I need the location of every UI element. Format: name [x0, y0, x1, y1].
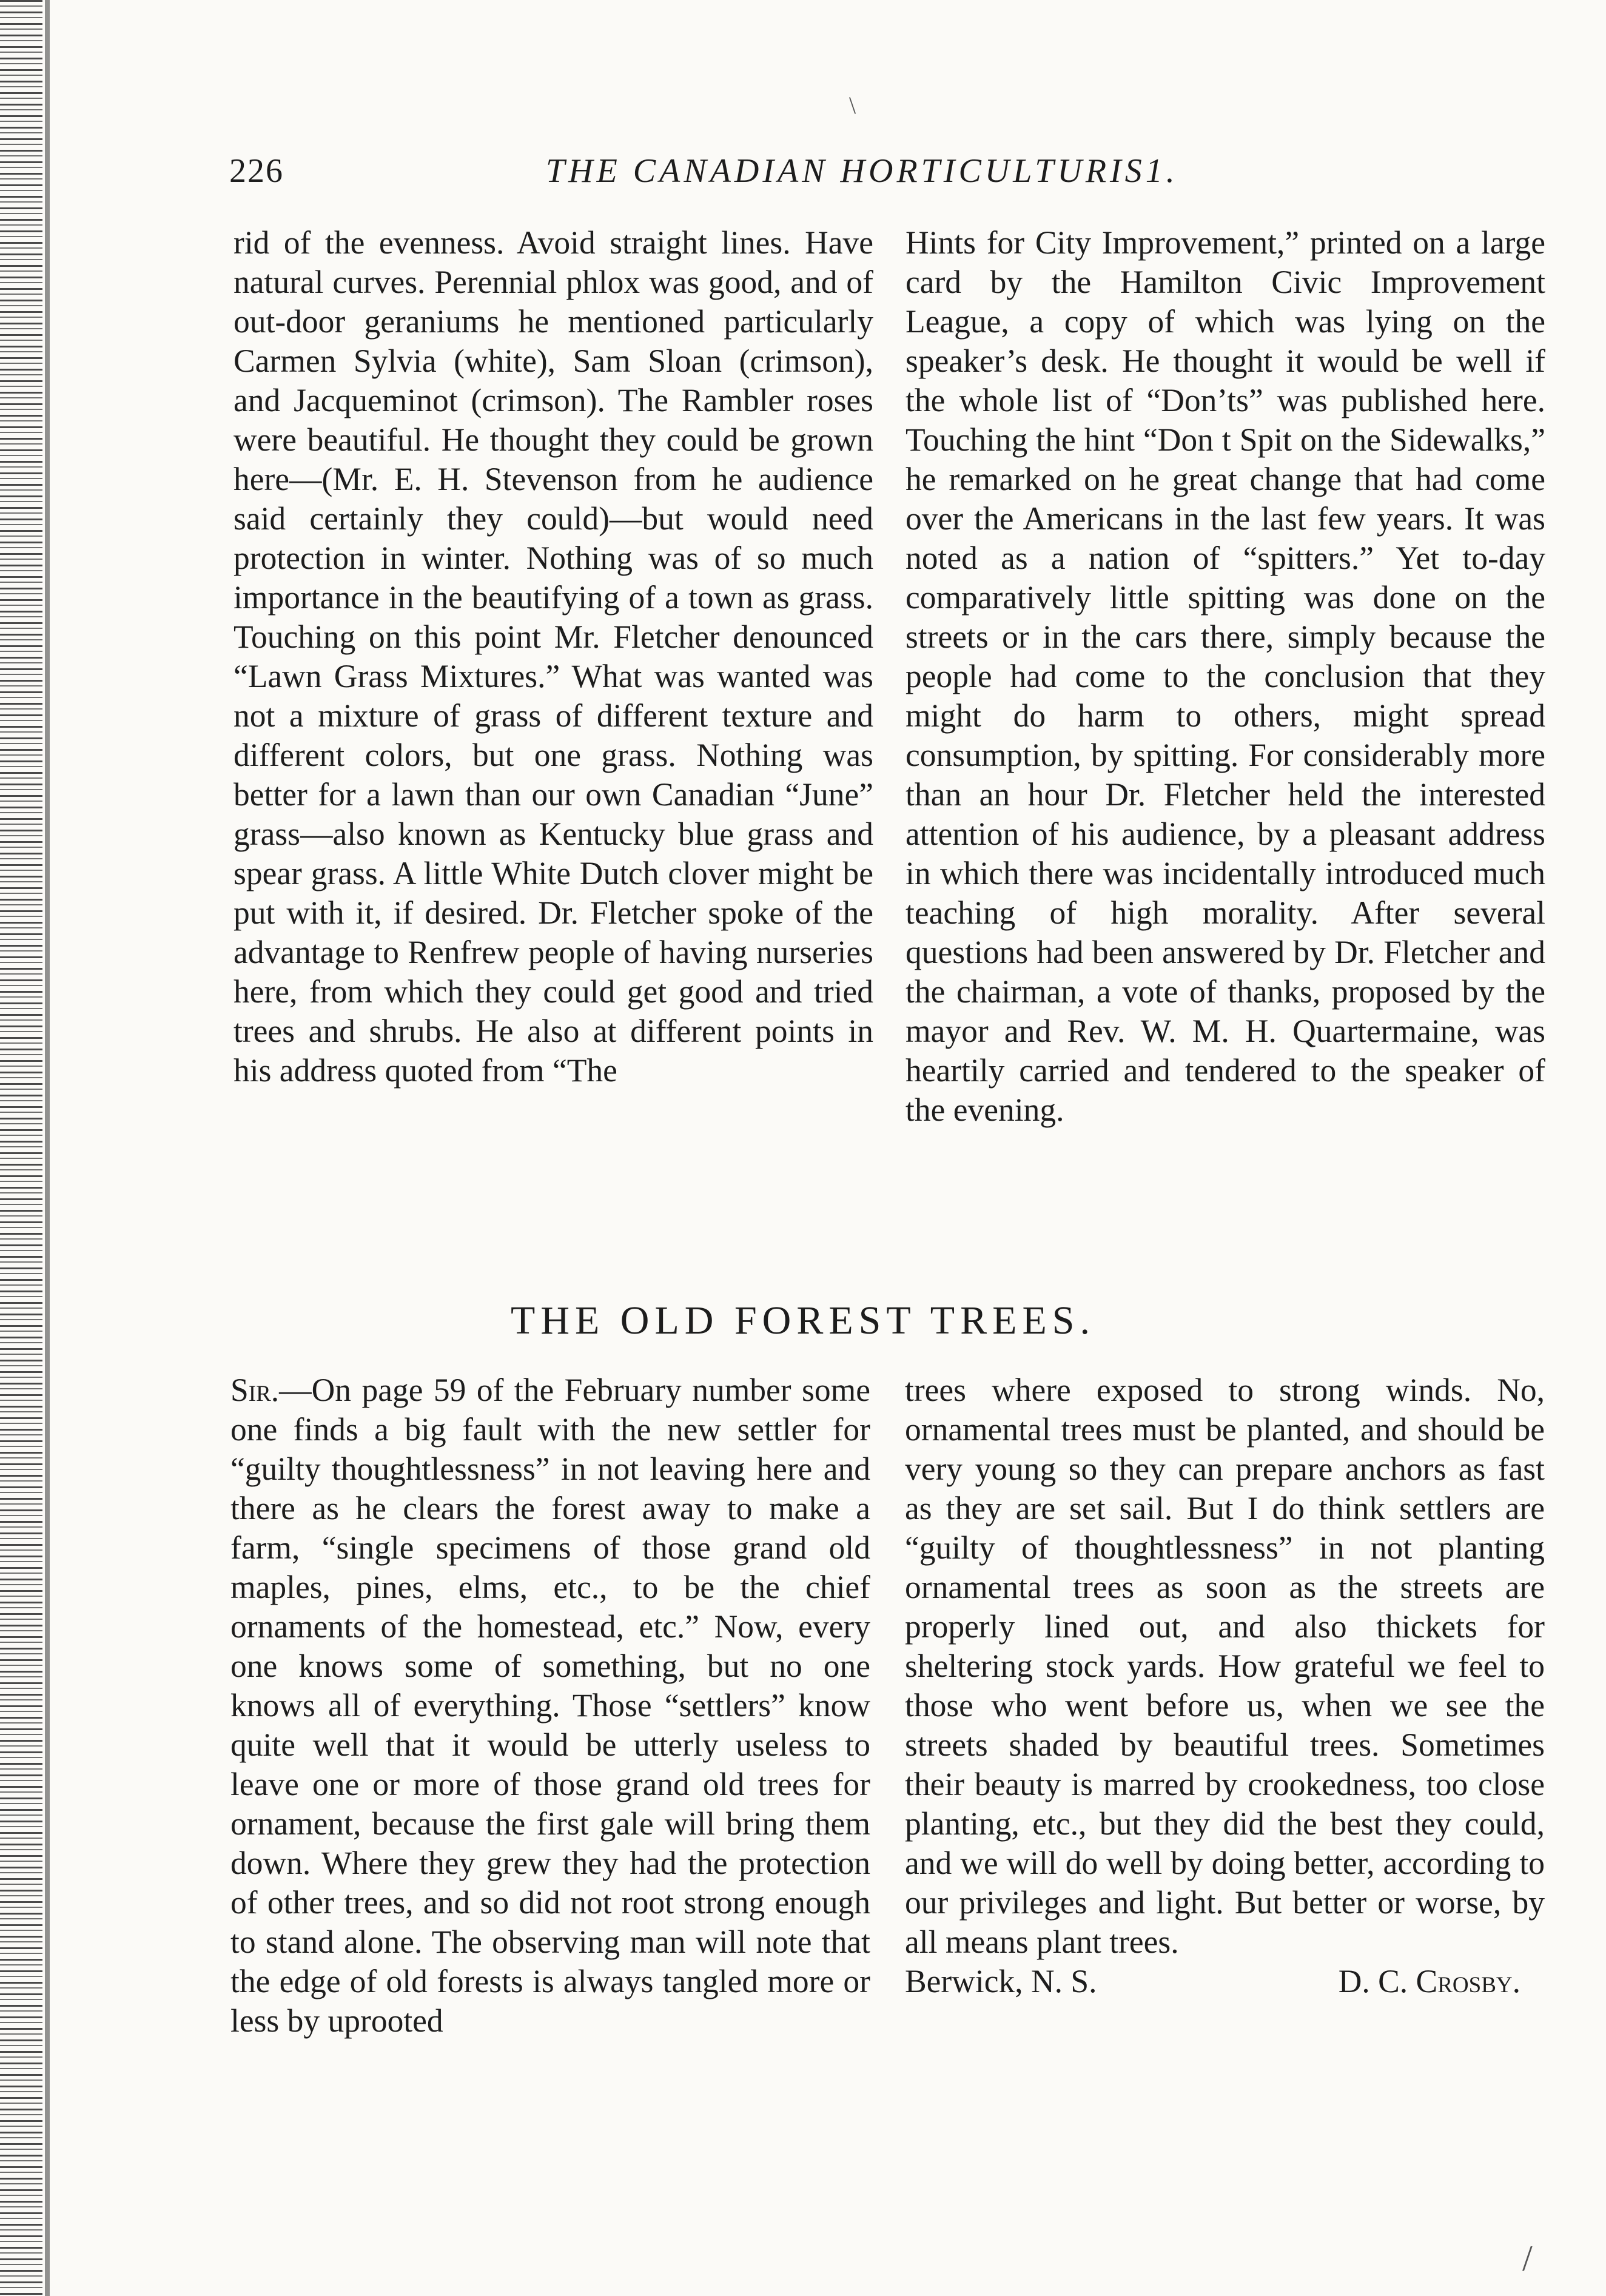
place: Berwick, N. S. — [905, 1963, 1097, 1999]
article-text: Hints for City Improvement,” printed on a large card by the Hamilton Civic Improvement League, a copy of which was lying on the speaker’s desk. He thought it would be well if the whole list of “Don’ts” was published here. Touching the hint “Don t Spit on the Sidewalks,” he remarked on he great change that had come over the Americans in the last few years. It was noted as a nation of “spitters.” Yet to-day comparatively little spitting was done on the streets or in the cars there, simply because the people had come to the conclusion that they might do harm to others, might spread consumption, by spitting. For considerably more than an hour Dr. Fletcher held the interested attention of his audience, by a pleasant address in which there was incidentally introduced much teaching of high morality. After several questions had been answered by Dr. Fletcher and the chairman, a vote of thanks, proposed by the mayor and Rev. W. M. H. Quartermaine, was heartily carried and tendered to the speaker of the evening. — [905, 224, 1545, 1128]
signature-line — [905, 1962, 1545, 2001]
page-number: 226 — [229, 152, 284, 190]
article-text: rid of the evenness. Avoid straight lines. Have natural curves. Perennial phlox was good, and of out-door geraniums he mentioned particularly Carmen Sylvia (white), Sam Sloan (crimson), and Jacqueminot (crimson). The Rambler roses were beautiful. He thought they could be grown here—(Mr. E. H. Stevenson from he audience said certainly they could)—but would need protection in winter. Nothing was of so much importance in the beautifying of a town as grass. Touching on this point Mr. Fletcher denounced “Lawn Grass Mixtures.” What was wanted was not a mixture of grass of different texture and different colors, but one grass. Nothing was better for a lawn than our own Canadian “June” grass—also known as Kentucky blue grass and spear grass. A little White Dutch clover might be put with it, if desired. Dr. Fletcher spoke of the advantage to Renfrew people of having nurseries here, from which they could get good and tried trees and shrubs. He also at different points in his address quoted from “The — [234, 224, 873, 1089]
author: D. C. Crosby. — [1338, 1963, 1520, 1999]
salutation: Sir. — [230, 1372, 280, 1408]
gutter-shadow — [45, 0, 50, 2296]
letter-column-right — [905, 1371, 1545, 2001]
running-title: THE CANADIAN HORTICULTURIS1. — [546, 152, 1178, 190]
section-title: THE OLD FOREST TREES. — [511, 1298, 1095, 1343]
book-binding-edge — [0, 0, 42, 2296]
article-column-right — [905, 223, 1545, 1130]
letter-text — [230, 1371, 870, 2041]
letter-body: —On page 59 of the February number some one finds a big fault with the new settler for “guilty thoughtlessness” in not leaving here and there as he clears the forest away to make a farm, “single specimens of those grand old maples, pines, elms, etc., to be the chief ornaments of the homestead, etc.” Now, every one knows some of something, but no one knows all of everything. Those “settlers” know quite well that it would be utterly useless to leave one or more of those grand old trees for ornament, because the first gale will bring them down. Where they grew they had the protection of other trees, and so did not root strong enough to stand alone. The observing man will note that the edge of old forests is always tangled more or less by uprooted — [230, 1372, 870, 2039]
scan-speck: / — [1522, 2238, 1533, 2278]
article-column-left — [234, 223, 873, 1090]
letter-text: trees where exposed to strong winds. No, ornamental trees must be planted, and should be very young so they can prepare anchors as fast as they are set sail. But I do think settlers are “guilty of thoughtlessness” in not planting ornamental trees as soon as the streets are properly lined out, and also thickets for sheltering stock yards. How grateful we feel to those who went before us, when we see the streets shaded by beautiful trees. Sometimes their beauty is marred by crookedness, too close planting, etc., but they did the best they could, and we will do well by doing better, according to our privileges and light. But better or worse, by all means plant trees. — [905, 1372, 1545, 1960]
running-header — [0, 152, 1606, 200]
letter-column-left — [230, 1371, 870, 2041]
scan-speck: \ — [849, 92, 856, 119]
